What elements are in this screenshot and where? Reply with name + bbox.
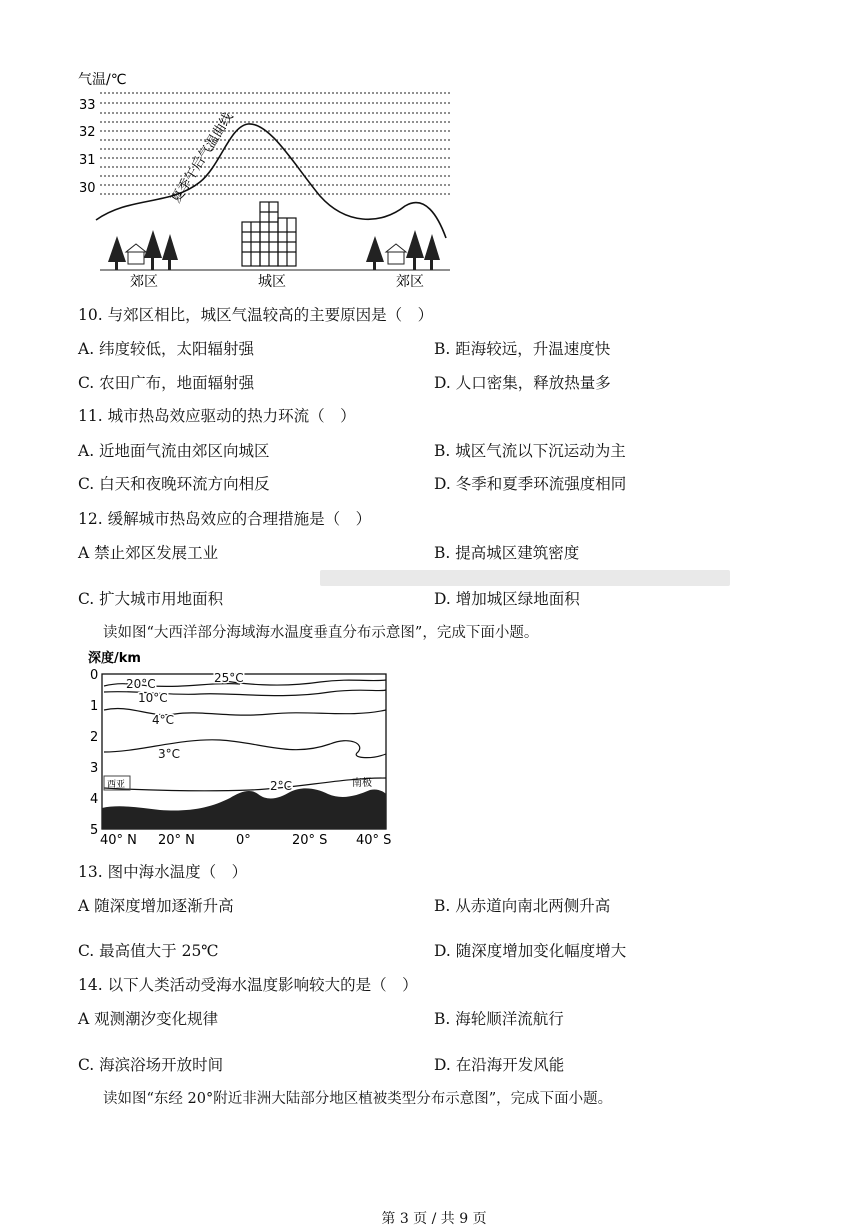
q10-option-b[interactable]: B. 距海较远，升温速度快 bbox=[434, 340, 611, 358]
isotherm-label-10: 10°C bbox=[138, 691, 168, 705]
zone-suburb-right: 郊区 bbox=[396, 274, 424, 290]
q12-option-d[interactable]: D. 增加城区绿地面积 bbox=[434, 590, 580, 608]
scan-smudge bbox=[320, 570, 730, 586]
city-buildings bbox=[242, 202, 296, 266]
suburb-trees-left bbox=[108, 230, 178, 270]
y-tick-33: 33 bbox=[79, 98, 96, 113]
q10-option-d[interactable]: D. 人口密集，释放热量多 bbox=[434, 374, 611, 392]
question-11-stem: 11. 城市热岛效应驱动的热力环流（ ） bbox=[78, 407, 356, 425]
isotherm-label-3: 3°C bbox=[158, 747, 181, 761]
page-footer: 第 3 页 / 共 9 页 bbox=[381, 1211, 487, 1227]
q14-option-b[interactable]: B. 海轮顺洋流航行 bbox=[434, 1010, 564, 1028]
isotherm-label-2: 2°C bbox=[270, 779, 293, 793]
y-tick-1: 1 bbox=[90, 699, 99, 714]
x-tick-40n: 40° N bbox=[100, 833, 137, 848]
q11-option-b[interactable]: B. 城区气流以下沉运动为主 bbox=[434, 442, 626, 460]
question-14-stem: 14. 以下人类活动受海水温度影响较大的是（ ） bbox=[78, 976, 418, 994]
y-tick-2: 2 bbox=[90, 730, 99, 745]
corner-label-right: 南极 bbox=[352, 778, 372, 789]
y-tick-31: 31 bbox=[79, 153, 96, 168]
q11-option-a[interactable]: A. 近地面气流由郊区向城区 bbox=[78, 442, 270, 460]
isotherm-label-25: 25°C bbox=[214, 671, 244, 685]
q13-option-b[interactable]: B. 从赤道向南北两侧升高 bbox=[434, 897, 611, 915]
y-tick-5: 5 bbox=[90, 823, 99, 838]
suburb-trees-right bbox=[366, 230, 440, 270]
q13-option-d[interactable]: D. 随深度增加变化幅度增大 bbox=[434, 942, 627, 960]
y-tick-30: 30 bbox=[79, 181, 96, 196]
y-tick-0: 0 bbox=[90, 668, 99, 683]
ocean-temperature-figure bbox=[80, 648, 400, 848]
q13-option-c[interactable]: C. 最高值大于 25℃ bbox=[78, 942, 219, 960]
isotherm-label-20: 20°C bbox=[126, 677, 156, 691]
y-axis-label: 气温/℃ bbox=[78, 72, 127, 88]
x-tick-40s: 40° S bbox=[356, 833, 392, 848]
q14-option-a[interactable]: A 观测潮汐变化规律 bbox=[78, 1010, 219, 1028]
q12-option-c[interactable]: C. 扩大城市用地面积 bbox=[78, 590, 224, 608]
urban-heat-island-figure bbox=[70, 66, 460, 296]
temperature-gridlines bbox=[100, 93, 450, 194]
corner-label-left: 西亚 bbox=[107, 780, 126, 790]
q12-option-b[interactable]: B. 提高城区建筑密度 bbox=[434, 544, 580, 562]
intro-vegetation-figure: 读如图“东经 20°附近非洲大陆部分地区植被类型分布示意图”，完成下面小题。 bbox=[103, 1091, 613, 1107]
seafloor-terrain bbox=[102, 788, 386, 829]
y-tick-3: 3 bbox=[90, 761, 99, 776]
zone-city: 城区 bbox=[258, 274, 286, 290]
intro-ocean-figure: 读如图“大西洋部分海域海水温度垂直分布示意图”，完成下面小题。 bbox=[103, 625, 539, 641]
y-tick-4: 4 bbox=[90, 792, 99, 807]
q13-option-a[interactable]: A 随深度增加逐渐升高 bbox=[78, 897, 234, 915]
zone-suburb-left: 郊区 bbox=[130, 274, 158, 290]
y-axis-label: 深度/km bbox=[88, 651, 141, 666]
q11-option-c[interactable]: C. 白天和夜晚环流方向相反 bbox=[78, 475, 270, 493]
q14-option-d[interactable]: D. 在沿海开发风能 bbox=[434, 1056, 565, 1074]
question-10-stem: 10. 与郊区相比，城区气温较高的主要原因是（ ） bbox=[78, 306, 434, 324]
q10-option-a[interactable]: A. 纬度较低，太阳辐射强 bbox=[78, 340, 255, 358]
x-tick-20n: 20° N bbox=[158, 833, 195, 848]
q10-option-c[interactable]: C. 农田广布，地面辐射强 bbox=[78, 374, 255, 392]
curve-label: 夏季午后气温曲线 bbox=[168, 109, 237, 207]
temperature-curve bbox=[96, 124, 446, 238]
x-tick-0: 0° bbox=[236, 833, 251, 848]
y-tick-32: 32 bbox=[79, 125, 96, 140]
q12-option-a[interactable]: A 禁止郊区发展工业 bbox=[78, 544, 219, 562]
q11-option-d[interactable]: D. 冬季和夏季环流强度相同 bbox=[434, 475, 627, 493]
question-13-stem: 13. 图中海水温度（ ） bbox=[78, 863, 248, 881]
question-12-stem: 12. 缓解城市热岛效应的合理措施是（ ） bbox=[78, 510, 372, 528]
x-tick-20s: 20° S bbox=[292, 833, 328, 848]
isotherm-label-4: 4°C bbox=[152, 713, 175, 727]
q14-option-c[interactable]: C. 海滨浴场开放时间 bbox=[78, 1056, 224, 1074]
